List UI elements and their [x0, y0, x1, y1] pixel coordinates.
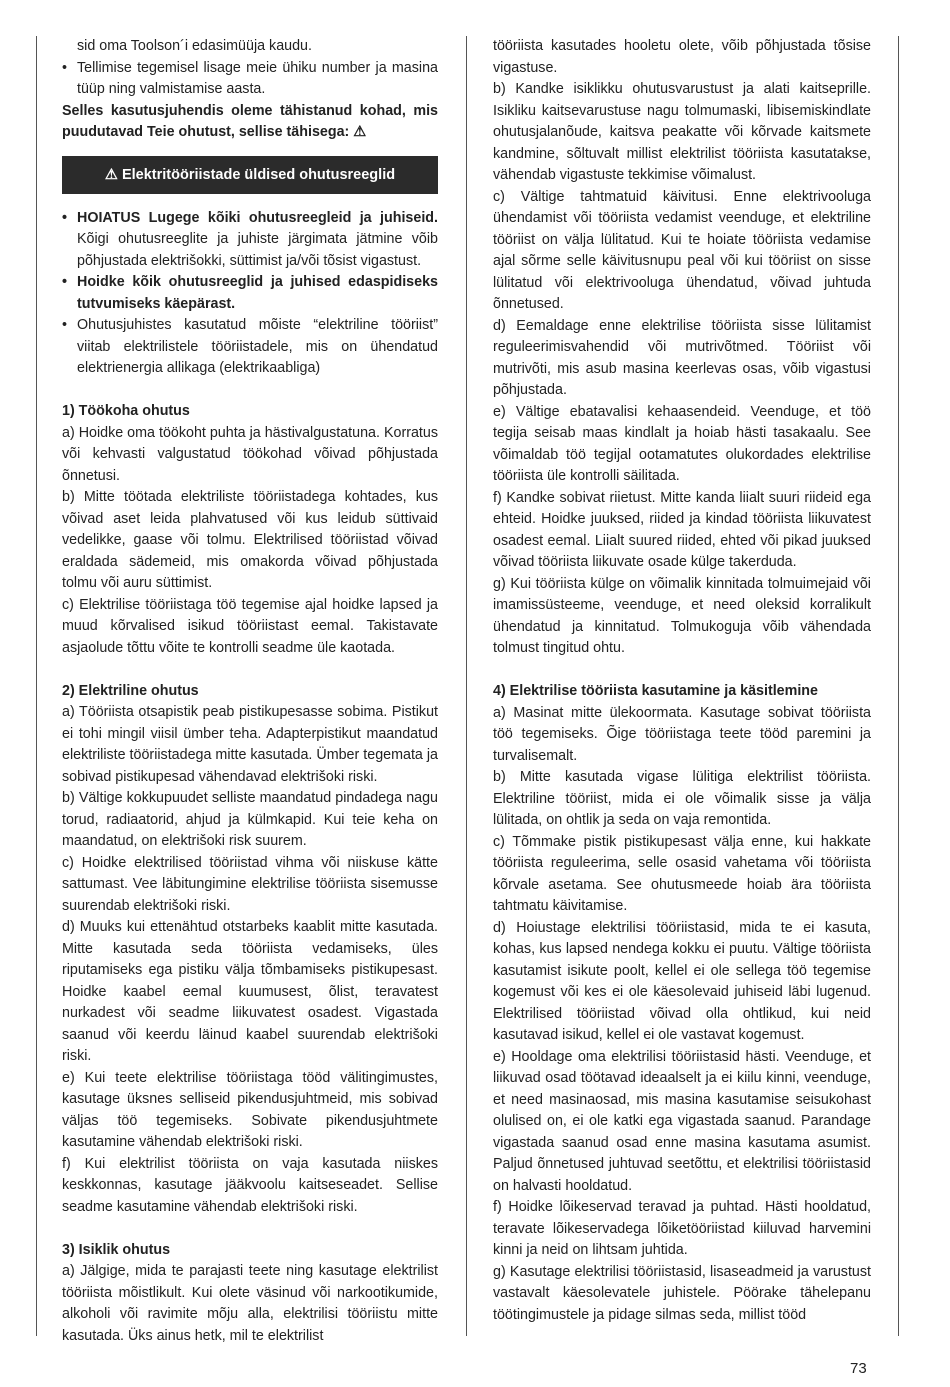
paragraph: f) Kandke sobivat riietust. Mitte kanda liialt suuri riideid ega ehteid. Hoidke juuksed, riided ja kindad tööriista liikuvatest osadest eemal. Liialt suured riided, ehted või pikad juuksed võivad tööriista liikuvate osade külge takerduda.	[493, 489, 871, 570]
paragraph: g) Kasutage elektrilisi tööriistasid, lisaseadmeid ja varustust vastavalt käesolevatele juhistele. Pöörake tähelepanu töötingimustele ja pidage silmas seda, millist tööd	[493, 1263, 871, 1323]
paragraph: b) Mitte kasutada vigase lülitiga elektrilist tööriista. Elektriline tööriist, mida ei ole võimalik sisse ja välja lülitada, on ohtlik ja seda on vaja remontida.	[493, 769, 871, 828]
right-margin-rule	[898, 36, 899, 1336]
left-margin-rule	[36, 36, 37, 1336]
left-column	[62, 36, 438, 1347]
paragraph: d) Eemaldage enne elektrilise tööriista sisse lülitamist reguleerimisvahendid või mutrivõtmed. Tööriist või mutrivõti, mis asub masina keerlevas osas, võib vigastusi põhjustada.	[493, 317, 871, 398]
paragraph: b) Kandke isiklikku ohutusvarustust ja alati kaitseprille. Isikliku kaitsevarustuse nagu tolmumaski, libisemiskindlate ohutusjalanõude, kaitsva peakatte või kõrvade kaitsmete kandmine, sõltuvalt millist elektrilist tööriista kasutatakse, vähendab vigastuste tekkimise võimalust.	[493, 81, 871, 183]
column-divider	[466, 36, 467, 1336]
paragraph: tööriista kasutades hooletu olete, võib põhjustada tõsise vigastuse.	[493, 38, 871, 76]
paragraph: b) Vältige kokkupuudet selliste maandatud pindadega nagu torud, radiaatorid, ahjud ja külmkapid. Kui teie keha on maandatud, on elektrišoki risk suurem.	[62, 790, 438, 849]
paragraph: a) Hoidke oma töökoht puhta ja hästivalgustatuna. Korratus või kehvasti valgustatud töökohad võivad põhjustada õnnetusi.	[62, 424, 438, 484]
paragraph: d) Muuks kui ettenähtud otstarbeks kaablit mitte kasutada. Mitte kasutada seda tööriista vedamiseks, üles riputamiseks ega pistiku välja tõmbamiseks pistikupesast. Hoidke kaabel eemal kuumusest, õlist, teravatest nurkadest või seadme liikuvatest osadest. Vigastada saanud või keerdu läinud kaabel suurendab elektrišoki riski.	[62, 919, 438, 1064]
paragraph: c) Tõmmake pistik pistikupesast välja enne, kui hakkate tööriista reguleerima, selle osasid vahetama või tööriista kõrvale asetama. See ohutusmeede hoiab ära tööriista tahtmatu käivitamise.	[493, 833, 871, 914]
paragraph: a) Jälgige, mida te parajasti teete ning kasutage elektrilist tööriista mõistlikult. Kui olete väsinud või narkootikumide, alkoholi või ravimite mõju alla, elektrilisi tööriistu mitte kasutada. Üks ainus hetk, mil te elektrilist	[62, 1263, 438, 1344]
paragraph: e) Vältige ebatavalisi kehaasendeid. Veenduge, et töö tegija seisab maas kindlalt ja hoiab hästi tasakaalu. See võimaldab töö tegijal ootamatutes olukordades elektrilise tööriista üle kontrolli säilitada.	[493, 403, 871, 484]
safety-banner: ⚠ Elektritööriistade üldised ohutusreeglid	[62, 156, 438, 194]
paragraph: g) Kui tööriista külge on võimalik kinnitada tolmuimejaid või imamissüsteeme, veenduge, et need oleksid korralikult ühendatud ja kinnitatud. Tolmukoguja võib vähendada tolmust tingitud ohtu.	[493, 575, 871, 656]
paragraph: b) Mitte töötada elektriliste tööriistadega kohtades, kus võivad aset leida plahvatused või kus leidub süttivaid vedelikke, gaase või tolmu. Elektrilised tööriistad võivad eraldada sädemeid, mis omakorda võivad põhjustada tolmu või auru süttimist.	[62, 489, 438, 591]
paragraph: c) Elektrilise tööriistaga töö tegemise ajal hoidke lapsed ja muud kõrvalised isikud tööriistast eemal. Takistavate asjaolude tõttu võite te kontrolli seadme üle kaotada.	[62, 596, 438, 656]
paragraph: e) Hooldage oma elektrilisi tööriistasid hästi. Veenduge, et liikuvad osad töötavad ideaalselt ja ei kiilu kinni, veenduge, et need masinaosad, mis masina kasutamise seisukohast olulised on, ei ole katki ega vigastada saanud. Parandage vigastada saanud osad enne masina kasutama asumist. Paljud õnnetused juhtuvad seetõttu, et elektrilisi tööriistasid on halvasti hooldatud.	[493, 1048, 871, 1194]
safety-symbol-note: Selles kasutusjuhendis oleme tähistanud kohad, mis puudutavad Teie ohutust, sellise tähisega: ⚠	[62, 102, 438, 140]
page-number: 73	[850, 1360, 867, 1377]
paragraph: f) Hoidke lõikeservad teravad ja puhtad. Hästi hooldatud, teravate lõikeservadega lõiketööriistad kiiluvad harvemini kinni ja neid on lihtsam juhtida.	[493, 1199, 871, 1258]
right-column	[493, 36, 871, 1326]
paragraph: d) Hoiustage elektrilisi tööriistasid, mida te ei kasuta, kohas, kus lapsed nendega kokku ei puutu. Vältige tööriista kasutamist isikute poolt, kellel ei ole sellega töö tegemise kogemust või kes ei ole käesolevaid juhiseid läbi lugenud. Elektrilised tööriistad võivad olla ohtlikud, kui neid kasutavad isikud, kellel ei ole vastavat kogemust.	[493, 919, 871, 1043]
warning-bullet-2: • Hoidke kõik ohutusreeglid ja juhised edaspidiseks tutvumiseks käepärast.	[62, 274, 438, 312]
intro-bullet: • Tellimise tegemisel lisage meie ühiku number ja masina tüüp ning valmistamise aasta.	[62, 59, 438, 97]
warning-bullet-1: • HOIATUS Lugege kõiki ohutusreegleid ja juhiseid. Kõigi ohutusreeglite ja juhiste järgimata jätmine võib põhjustada elektrišokki, süttimist ja/või tõsist vigastust.	[62, 209, 438, 269]
paragraph: f) Kui elektrilist tööriista on vaja kasutada niiskes keskkonnas, kasutage jääkvoolu kaitseseadet. Sellise seadme kasutamine vähendab elektrišoki riski.	[62, 1155, 438, 1215]
intro-continuation: sid oma Toolson´i edasimüüja kaudu.	[77, 38, 312, 54]
section-heading-electrical: 2) Elektriline ohutus	[62, 682, 199, 699]
paragraph: c) Hoidke elektrilised tööriistad vihma või niiskuse kätte sattumast. Vee läbitungimine elektrilise tööriista sisemusse suurendab elektrišoki riski.	[62, 854, 438, 914]
section-heading-personal: 3) Isiklik ohutus	[62, 1241, 171, 1258]
section-heading-workplace: 1) Töökoha ohutus	[62, 403, 190, 419]
section-heading-tool-use: 4) Elektrilise tööriista kasutamine ja käsitlemine	[493, 683, 818, 699]
warning-bullet-3: • Ohutusjuhistes kasutatud mõiste “elektriline tööriist” viitab elektrilistele tööriistadele, mis on ühendatud elektrienergia allikaga (elektrikaabliga)	[62, 317, 438, 376]
paragraph: c) Vältige tahtmatuid käivitusi. Enne elektrivooluga ühendamist või tööriista vedamist veenduge, et elektriline tööriist on välja lülitatud. Kui te hoiate tööriista vedamise ajal sõrme selle käivitusnupu peal või kui tööriist on sisse lülitatud või elektrivooluga ühendatud, võivad juhtuda õnnetused.	[493, 188, 871, 312]
paragraph: a) Masinat mitte ülekoormata. Kasutage sobivat tööriista töö tegemiseks. Õige tööriistaga teete tööd paremini ja turvalisemalt.	[493, 704, 871, 764]
paragraph: e) Kui teete elektrilise tööriistaga tööd välitingimustes, kasutage üksnes selliseid pikendusjuhtmeid, mis sobivad väljas töö tegemiseks. Sobivate pikendusjuhtmete kasutamine vähendab elektrišoki riski.	[62, 1069, 438, 1150]
paragraph: a) Tööriista otsapistik peab pistikupesasse sobima. Pistikut ei tohi mingil viisil ümber teha. Adapterpistikut maandatud elektriliste tööriistadega mitte kasutada. Ümber tegemata ja sobivad pistikupesad vähendavad elektrišoki riski.	[62, 704, 438, 785]
